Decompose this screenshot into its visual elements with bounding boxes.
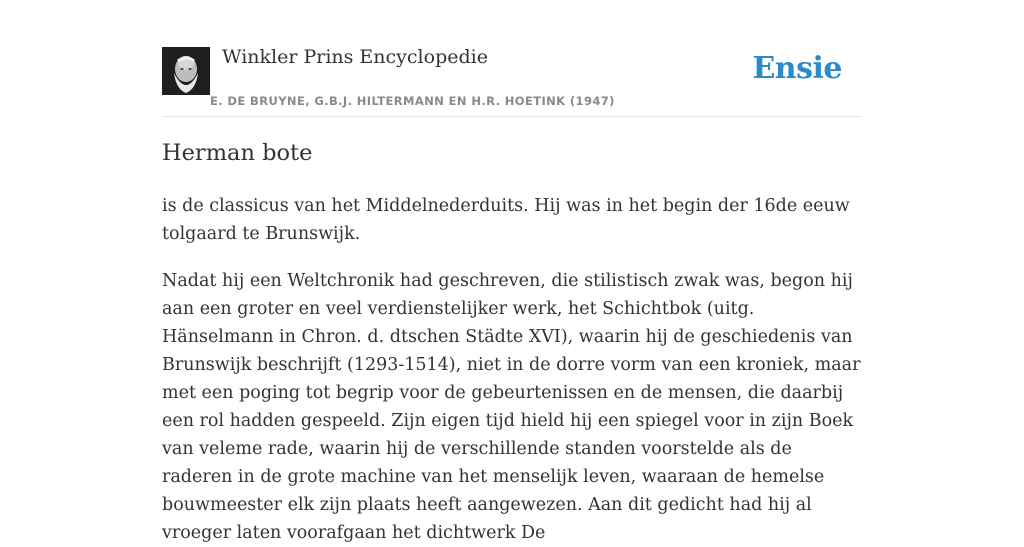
article-title: Herman bote	[162, 140, 313, 166]
portrait-avatar-icon[interactable]	[162, 47, 210, 95]
site-header	[162, 0, 862, 117]
site-title[interactable]: Winkler Prins Encyclopedie	[222, 46, 488, 68]
article-paragraph: is de classicus van het Middelnederduits. Hij was in het begin der 16de eeuw tolgaard te Brunswijk.	[162, 196, 850, 244]
content-container	[162, 0, 862, 543]
authors-subtitle: E. DE BRUYNE, G.B.J. HILTERMANN EN H.R. HOETINK (1947)	[210, 94, 615, 108]
article-paragraph: Nadat hij een Weltchronik had geschreven, die stilistisch zwak was, begon hij aan een groter en veel verdienstelijker werk, het Schichtbok (uitg. Hänselmann in Chron. d. dtschen Städte XVI), waarin hij de geschiedenis van Brunswijk beschrijft (1293-1514), niet in de dorre vorm van een kroniek, maar met een poging tot begrip voor de gebeurtenissen en de mensen, die daarbij een rol hadden gespeeld. Zijn eigen tijd hield hij een spiegel voor in zijn Boek van veleme rade, waarin hij de verschillende standen voorstelde als de raderen in de grote machine van het menselijk leven, waaraan de hemelse bouwmeester elk zijn plaats heeft aangewezen. Aan dit gedicht had hij al vroeger laten voorafgaan het dichtwerk De	[162, 271, 861, 543]
brand-logo-link[interactable]: Ensie	[752, 51, 842, 86]
